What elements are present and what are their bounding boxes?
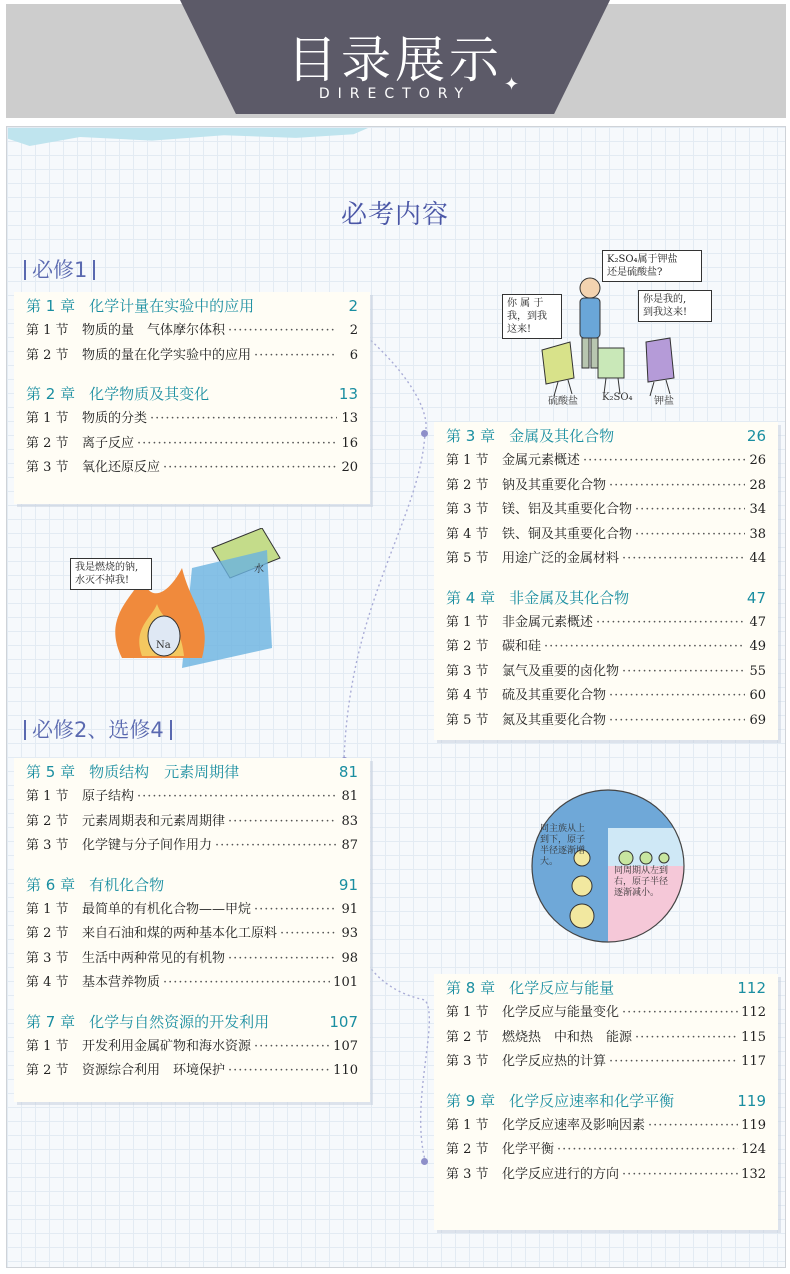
section-page: 112: [741, 1005, 766, 1020]
chapter-page: 107: [329, 1012, 358, 1031]
section-row: [26, 319, 358, 344]
section-title: 化学反应进行的方向: [502, 1166, 620, 1182]
section-row: [446, 1050, 766, 1075]
leader-dots: [544, 635, 745, 660]
section-page: 16: [341, 435, 358, 451]
chapter-title: 有机化合物: [89, 875, 165, 894]
section-row: [446, 660, 766, 685]
section-title: 钠及其重要化合物: [502, 477, 607, 493]
section-page: 87: [341, 838, 358, 853]
section-number: 第 3 节: [446, 1054, 489, 1069]
section-row: [26, 1059, 358, 1084]
section-page: 115: [741, 1029, 766, 1045]
salt-characters-drawing: [498, 250, 708, 410]
section-title: 氯气及重要的卤化物: [502, 663, 620, 679]
section-number: 第 4 节: [446, 688, 489, 703]
chapter-heading: [446, 586, 766, 611]
toc-card-vol2: [14, 758, 370, 1102]
leader-dots: [254, 898, 337, 923]
connector-dot: [421, 1158, 428, 1165]
section-title: 燃烧热 中和热 能源: [502, 1029, 633, 1045]
chapter-number: 第 8 章: [446, 979, 496, 997]
section-number: 第 3 节: [446, 663, 489, 679]
leader-dots: [228, 1059, 330, 1084]
section-page: 69: [749, 712, 766, 728]
section-title: 用途广泛的金属材料: [502, 551, 620, 566]
section-page: 83: [341, 813, 358, 829]
section-row: [446, 449, 766, 474]
chapter-number: 第 2 章: [26, 385, 76, 403]
left-bubble: 你 属 于 我，到我 这来!: [502, 294, 562, 339]
chapter-page: 2: [348, 297, 358, 315]
section-title: 最简单的有机化合物——甲烷: [82, 901, 252, 917]
right-bubble: 你是我的, 到我这来!: [638, 290, 712, 322]
caption-potassium: 钾盐: [654, 396, 674, 407]
section-title: 化学反应速率及影响因素: [502, 1117, 646, 1133]
leader-dots: [609, 709, 745, 734]
section-title: 元素周期表和元素周期律: [82, 813, 226, 829]
sparkle-icon: ✦: [504, 74, 520, 95]
section-row: [26, 971, 358, 996]
chapter-title: 化学计量在实验中的应用: [89, 297, 255, 315]
leader-dots: [583, 449, 745, 474]
leader-dots: [648, 1114, 738, 1139]
section-page: 28: [749, 477, 766, 493]
chapter-number: 第 4 章: [446, 588, 496, 607]
chapter-page: 112: [737, 979, 766, 997]
section-row: [446, 635, 766, 660]
section-title: 原子结构: [82, 789, 135, 804]
section-page: 47: [749, 614, 766, 630]
chapter-title: 化学反应与能量: [509, 979, 615, 997]
section-row: [446, 474, 766, 499]
section-row: [26, 344, 358, 369]
section-number: 第 3 节: [26, 460, 69, 475]
section-page: 60: [749, 688, 766, 703]
leader-dots: [163, 971, 330, 996]
leader-dots: [596, 611, 745, 636]
section-page: 107: [333, 1038, 358, 1054]
chapter-page: 13: [338, 385, 358, 403]
section-title: 化学反应热的计算: [502, 1054, 607, 1069]
section-page: 98: [341, 950, 358, 966]
leader-dots: [280, 922, 337, 947]
leader-dots: [137, 432, 337, 457]
section-title: 氧化还原反应: [82, 460, 161, 475]
chapter-number: 第 6 章: [26, 875, 76, 894]
chapter-title: 化学与自然资源的开发利用: [89, 1012, 270, 1031]
chapter-heading: [26, 382, 358, 407]
section-title: 必考内容: [340, 200, 449, 230]
section-row: [446, 1026, 766, 1051]
section-row: [26, 456, 358, 481]
section-row: [26, 1035, 358, 1060]
sodium-symbol: Na: [156, 640, 171, 651]
section-page: 6: [349, 347, 358, 363]
section-title: 物质的量在化学实验中的应用: [82, 347, 252, 363]
leader-dots: [163, 456, 337, 481]
volume-label-1: 必修1: [24, 254, 95, 284]
section-title: 化学键与分子间作用力: [82, 838, 213, 853]
chapter-title: 金属及其化合物: [509, 427, 615, 445]
chapter-heading: [446, 1089, 766, 1114]
leader-dots: [622, 660, 745, 685]
sodium-drawing: [62, 528, 302, 678]
section-page: 81: [341, 789, 358, 804]
section-number: 第 1 节: [446, 453, 489, 468]
section-number: 第 2 节: [446, 1142, 489, 1157]
chapter-page: 26: [746, 427, 766, 445]
leader-dots: [635, 498, 745, 523]
section-page: 124: [741, 1142, 766, 1157]
section-title: 化学反应与能量变化: [502, 1005, 620, 1020]
section-page: 119: [741, 1117, 766, 1133]
caption-k2so4: K₂SO₄: [602, 392, 633, 403]
section-title: 化学平衡: [502, 1142, 555, 1157]
sodium-bubble: 我是燃烧的钠, 水灭不掉我!: [70, 558, 152, 590]
page-title: 目录展示: [287, 31, 503, 89]
section-title: 碳和硅: [502, 639, 542, 654]
leader-dots: [609, 1050, 738, 1075]
section-row: [446, 547, 766, 572]
section-number: 第 2 节: [26, 926, 69, 941]
chapter-number: 第 7 章: [26, 1012, 76, 1031]
section-page: 49: [749, 639, 766, 654]
volume-label-2: 必修2、选修4: [24, 714, 172, 744]
chapter-heading: [26, 873, 358, 898]
leader-dots: [622, 1001, 738, 1026]
chapter-page: 119: [737, 1091, 766, 1110]
section-title: 氮及其重要化合物: [502, 712, 607, 728]
section-row: [26, 834, 358, 859]
section-number: 第 1 节: [26, 1038, 69, 1054]
section-title: 物质的分类: [82, 411, 148, 426]
section-number: 第 2 节: [446, 1029, 489, 1045]
leader-dots: [150, 407, 337, 432]
chapter-page: 81: [338, 763, 358, 781]
chapter-page: 91: [338, 875, 358, 894]
section-title: 来自石油和煤的两种基本化工原料: [82, 926, 278, 941]
section-row: [446, 498, 766, 523]
section-title: 铁、铜及其重要化合物: [502, 526, 633, 542]
chapter-title: 化学物质及其变化: [89, 385, 210, 403]
section-page: 13: [341, 411, 358, 426]
section-title: 镁、铝及其重要化合物: [502, 502, 633, 517]
section-page: 2: [349, 323, 358, 338]
section-row: [26, 922, 358, 947]
section-number: 第 1 节: [446, 1117, 489, 1133]
chapter-page: 47: [746, 588, 766, 607]
section-page: 117: [741, 1054, 766, 1069]
section-number: 第 1 节: [26, 901, 69, 917]
section-number: 第 1 节: [26, 411, 69, 426]
leader-dots: [228, 319, 337, 344]
chapter-heading: [446, 424, 766, 449]
section-page: 55: [749, 663, 766, 679]
section-row: [446, 684, 766, 709]
section-number: 第 1 节: [446, 614, 489, 630]
chapter-heading: [26, 294, 358, 319]
chapter-number: 第 5 章: [26, 763, 76, 781]
section-page: 132: [741, 1166, 766, 1182]
section-title: 生活中两种常见的有机物: [82, 950, 226, 966]
section-number: 第 2 节: [26, 1063, 69, 1078]
section-number: 第 3 节: [446, 1166, 489, 1182]
section-page: 101: [333, 975, 358, 990]
section-title: 开发利用金属矿物和海水资源: [82, 1038, 252, 1054]
leader-dots: [609, 474, 745, 499]
question-bubble: K₂SO₄属于钾盐 还是硫酸盐?: [602, 250, 702, 282]
leader-dots: [228, 810, 337, 835]
section-page: 91: [341, 901, 358, 917]
group-trend-text: 同主族从上 到下，原子 半径逐渐增 大。: [540, 824, 586, 867]
chapter-number: 第 3 章: [446, 427, 496, 445]
water-label: 水: [254, 564, 264, 575]
section-number: 第 1 节: [26, 789, 69, 804]
section-title: 物质的量 气体摩尔体积: [82, 323, 226, 338]
leader-dots: [215, 834, 337, 859]
chapter-title: 化学反应速率和化学平衡: [509, 1091, 675, 1110]
chapter-heading: [446, 976, 766, 1001]
section-number: 第 2 节: [446, 477, 489, 493]
section-number: 第 2 节: [446, 639, 489, 654]
section-row: [446, 1138, 766, 1163]
section-title: 基本营养物质: [82, 975, 161, 990]
section-title: 金属元素概述: [502, 453, 581, 468]
section-page: 110: [333, 1063, 358, 1078]
leader-dots: [557, 1138, 738, 1163]
section-page: 44: [749, 551, 766, 566]
section-row: [446, 1114, 766, 1139]
section-title: 硫及其重要化合物: [502, 688, 607, 703]
leader-dots: [635, 1026, 738, 1051]
section-title: 离子反应: [82, 435, 135, 451]
section-number: 第 3 节: [446, 502, 489, 517]
periodic-trend-illustration: [530, 788, 686, 944]
toc-card-ch8-9: [434, 974, 778, 1230]
salt-illustration: [498, 250, 708, 410]
section-row: [26, 432, 358, 457]
section-title: 非金属元素概述: [502, 614, 594, 630]
section-row: [446, 611, 766, 636]
period-trend-text: 同周期从左到 右，原子半径 逐渐减小。: [614, 866, 669, 898]
chapter-number: 第 1 章: [26, 297, 76, 315]
chapter-heading: [26, 760, 358, 785]
section-number: 第 2 节: [26, 435, 69, 451]
section-number: 第 2 节: [26, 813, 69, 829]
chapter-heading: [26, 1010, 358, 1035]
section-row: [446, 523, 766, 548]
leader-dots: [228, 947, 337, 972]
section-page: 93: [341, 926, 358, 941]
section-row: [446, 1001, 766, 1026]
section-title: 资源综合利用 环境保护: [82, 1063, 226, 1078]
leader-dots: [254, 344, 337, 369]
section-number: 第 1 节: [446, 1005, 489, 1020]
leader-dots: [635, 523, 745, 548]
section-page: 38: [749, 526, 766, 542]
section-number: 第 3 节: [26, 950, 69, 966]
leader-dots: [254, 1035, 330, 1060]
section-number: 第 4 节: [26, 975, 69, 990]
chapter-number: 第 9 章: [446, 1091, 496, 1110]
leader-dots: [622, 547, 745, 572]
chapter-title: 物质结构 元素周期律: [89, 763, 240, 781]
leader-dots: [622, 1163, 738, 1188]
section-number: 第 5 节: [446, 712, 489, 728]
section-row: [26, 785, 358, 810]
section-row: [446, 1163, 766, 1188]
toc-card-ch3-4: [434, 422, 778, 740]
section-number: 第 3 节: [26, 838, 69, 853]
section-number: 第 5 节: [446, 551, 489, 566]
toc-card-vol1: [14, 292, 370, 504]
section-row: [26, 898, 358, 923]
section-page: 20: [341, 460, 358, 475]
chapter-title: 非金属及其化合物: [509, 588, 630, 607]
section-page: 26: [749, 453, 766, 468]
section-row: [446, 709, 766, 734]
section-row: [26, 947, 358, 972]
section-row: [26, 810, 358, 835]
connector-dot: [421, 430, 428, 437]
section-row: [26, 407, 358, 432]
section-number: 第 1 节: [26, 323, 69, 338]
section-number: 第 2 节: [26, 347, 69, 363]
section-page: 34: [749, 502, 766, 517]
leader-dots: [609, 684, 745, 709]
sodium-illustration: [62, 528, 302, 678]
leader-dots: [137, 785, 337, 810]
page-subtitle: DIRECTORY: [318, 86, 472, 102]
caption-sulfate: 硫酸盐: [548, 396, 578, 407]
section-number: 第 4 节: [446, 526, 489, 542]
